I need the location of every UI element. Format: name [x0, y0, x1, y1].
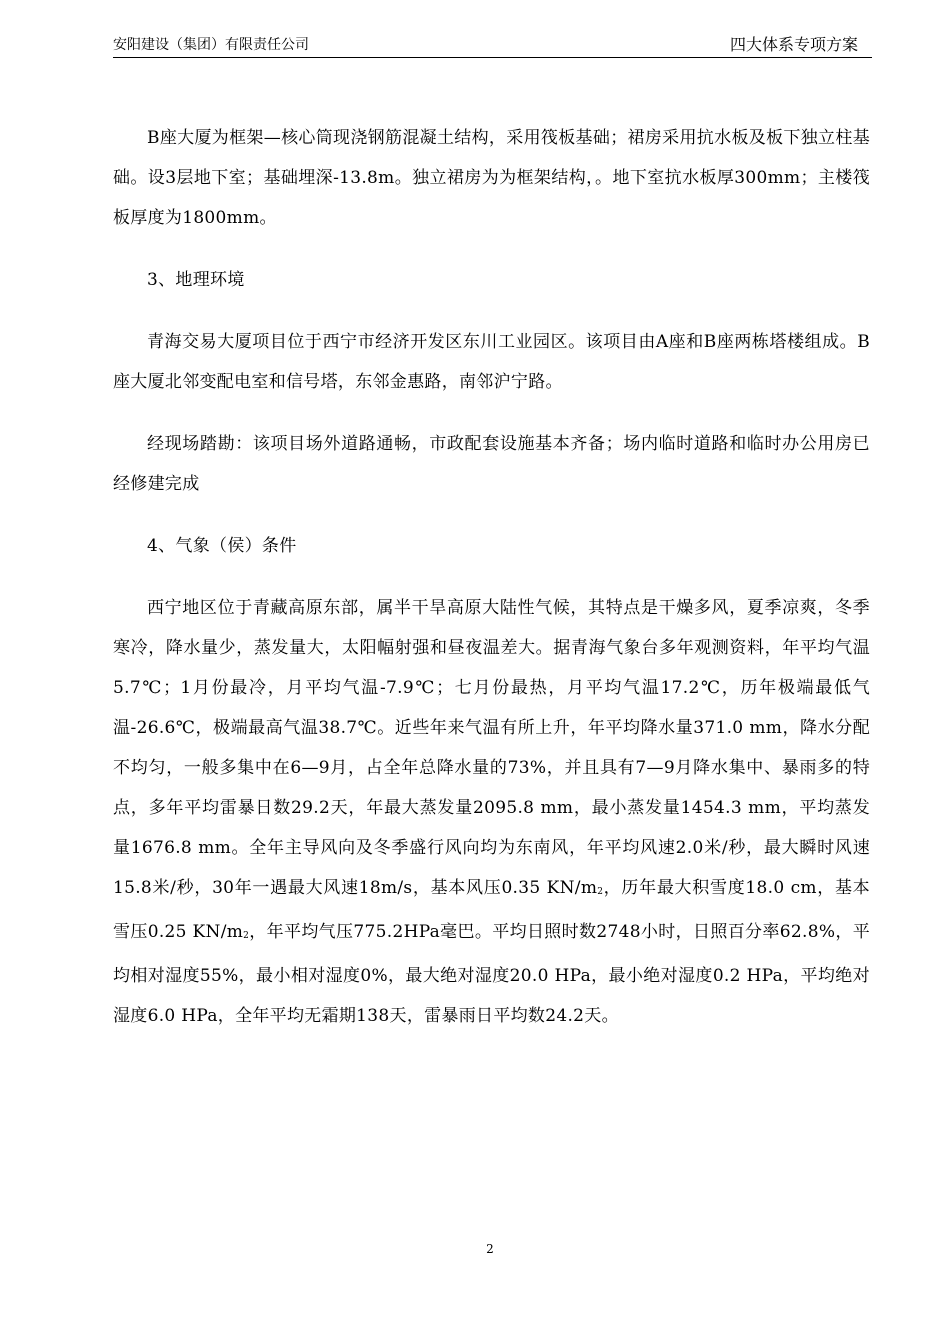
page-header: [113, 32, 872, 58]
section-heading-geography: 3、地理环境: [147, 270, 245, 290]
company-name: 安阳建设（集团）有限责任公司: [113, 37, 309, 53]
page-number: 2: [486, 1242, 494, 1256]
paragraph-location: 青海交易大厦项目位于西宁市经济开发区东川工业园区。该项目由A座和B座两栋塔楼组成。B座大厦北邻变配电室和信号塔，东邻金惠路，南邻沪宁路。: [113, 332, 870, 392]
paragraph-climate: [113, 588, 870, 1036]
paragraph-structure: B座大厦为框架—核心筒现浇钢筋混凝土结构，采用筏板基础；裙房采用抗水板及板下独立柱基础。设3层地下室；基础埋深-13.8m。独立裙房为为框架结构，。地下室抗水板厚300mm；主楼筏板厚度为1800mm。: [113, 128, 870, 228]
subscript-unit-2: 2: [243, 931, 250, 941]
climate-text-part3: ，年平均气压775.2HPa毫巴。平均日照时数2748小时，日照百分率62.8%，平均相对湿度55%，最小相对湿度0%，最大绝对湿度20.0 HPa，最小绝对湿度0.2 HPa，平均绝对湿度6.0 HPa，全年平均无霜期138天，雷暴雨日平均数24.2天。: [113, 922, 870, 1026]
climate-text-part2: ，历年最大积雪度18.0 cm，基本雪压0.25 KN/m: [113, 878, 870, 942]
document-type: 四大体系专项方案: [729, 35, 858, 54]
paragraph-site-survey: 经现场踏勘：该项目场外道路通畅，市政配套设施基本齐备；场内临时道路和临时办公用房已经修建完成: [113, 434, 870, 494]
subscript-unit-1: 2: [597, 887, 604, 897]
section-heading-climate: 4、气象（侯）条件: [147, 536, 297, 556]
climate-text-part1: 西宁地区位于青藏高原东部，属半干旱高原大陆性气候，其特点是干燥多风，夏季凉爽，冬季寒冷，降水量少，蒸发量大，太阳幅射强和昼夜温差大。据青海气象台多年观测资料，年平均气温5.7℃；1月份最冷，月平均气温-7.9℃；七月份最热，月平均气温17.2℃，历年极端最低气温-26.6℃，极端最高气温38.7℃。近些年来气温有所上升，年平均降水量371.0 mm，降水分配不均匀，一般多集中在6—9月，占全年总降水量的73%，并且具有7—9月降水集中、暴雨多的特点，多年平均雷暴日数29.2天，年最大蒸发量2095.8 mm，最小蒸发量1454.3 mm，平均蒸发量1676.8 mm。全年主导风向及冬季盛行风向均为东南风，年平均风速2.0米/秒，最大瞬时风速15.8米/秒，30年一遇最大风速18m/s，基本风压0.35 KN/m: [113, 598, 870, 898]
document-body: [113, 118, 870, 1058]
